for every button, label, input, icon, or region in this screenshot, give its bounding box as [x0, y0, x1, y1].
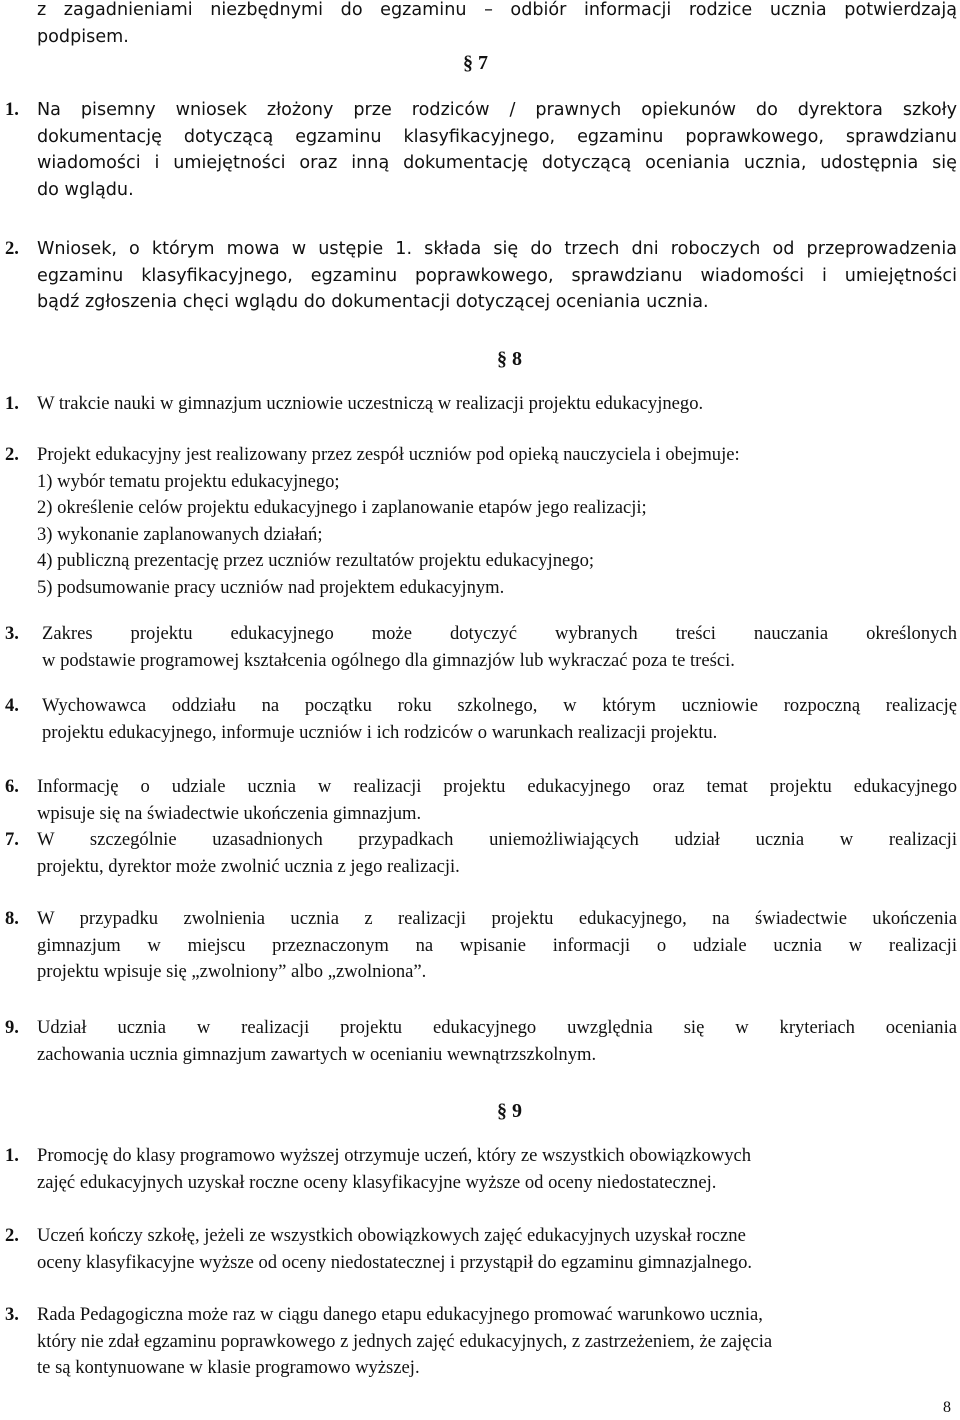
item-number: 3. [5, 1304, 19, 1325]
item-number: 3. [5, 623, 19, 644]
text-line: podpisem. [37, 26, 129, 47]
paragraph [42, 621, 957, 674]
paragraph [37, 1302, 957, 1382]
text-line: projektu, dyrektor może zwolnić ucznia z jego realizacji. [37, 855, 460, 877]
text-line: te są kontynuowane w klasie programowo wyższej. [37, 1357, 420, 1378]
section-heading: § 7 [463, 52, 488, 74]
paragraph [37, 1223, 957, 1276]
text-line: wiadomości i umiejętności oraz inną dokumentację dotyczącą oceniania ucznia, udostępnia się [37, 153, 957, 173]
text-line: wpisuje się na świadectwie ukończenia gimnazjum. [37, 802, 422, 824]
text-line: do wglądu. [37, 179, 134, 200]
section-heading: § 8 [497, 348, 522, 370]
paragraph [42, 693, 957, 746]
item-number: 8. [5, 908, 19, 929]
text-line: projektu wpisuje się „zwolniony” albo „zwolniona”. [37, 961, 427, 982]
text-line: Wychowawca oddziału na początku roku szkolnego, w którym uczniowie rozpoczną realizację [42, 695, 957, 716]
text-line: Udział ucznia w realizacji projektu edukacyjnego uwzględnia się w kryteriach oceniania [37, 1017, 957, 1038]
item-number: 6. [5, 776, 19, 797]
text-line: Projekt edukacyjny jest realizowany przez zespół uczniów pod opieką nauczyciela i obejmuje: [37, 444, 740, 465]
text-line: bądź zgłoszenia chęci wglądu do dokumentacji dotyczącej oceniania ucznia. [37, 292, 709, 312]
item-number: 1. [5, 1145, 19, 1166]
text-line: zachowania ucznia gimnazjum zawartych w ocenianiu wewnątrzszkolnym. [37, 1043, 597, 1065]
text-line: Informację o udziale ucznia w realizacji projektu edukacyjnego oraz temat projektu edukacyjnego [37, 776, 957, 797]
text-line: W trakcie nauki w gimnazjum uczniowie uczestniczą w realizacji projektu edukacyjnego. [37, 393, 704, 414]
text-line: który nie zdał egzaminu poprawkowego z jednych zajęć edukacyjnych, z zastrzeżeniem, że zajęcia [37, 1330, 773, 1352]
paragraph [37, 827, 957, 880]
text-line: Zakres projektu edukacyjnego może dotyczyć wybranych treści nauczania określonych [42, 623, 957, 644]
section-heading: § 9 [497, 1100, 522, 1122]
text-line: Uczeń kończy szkołę, jeżeli ze wszystkich obowiązkowych zajęć edukacyjnych uzyskał roczne [37, 1225, 746, 1246]
item-number: 9. [5, 1017, 19, 1038]
paragraph [37, 774, 957, 827]
text-line: W przypadku zwolnienia ucznia z realizacji projektu edukacyjnego, na świadectwie ukończenia [37, 908, 957, 929]
text-line: gimnazjum w miejscu przeznaczonym na wpisanie informacji o udziale ucznia w realizacji [37, 934, 957, 956]
item-number: 2. [5, 444, 19, 465]
item-number: 2. [5, 238, 19, 259]
list-item: 2) określenie celów projektu edukacyjnego i zaplanowanie etapów jego realizacji; [37, 497, 647, 518]
list-item: 4) publiczną prezentację przez uczniów rezultatów projektu edukacyjnego; [37, 550, 595, 571]
list-item: 1) wybór tematu projektu edukacyjnego; [37, 470, 340, 492]
paragraph [37, 391, 957, 418]
paragraph [37, 1015, 957, 1068]
text-line: z zagadnieniami niezbędnymi do egzaminu – odbiór informacji rodzice ucznia potwierdzają [37, 0, 957, 20]
paragraph [37, 1143, 957, 1196]
text-line: Wniosek, o którym mowa w ustępie 1. składa się do trzech dni roboczych od przeprowadzenia [37, 239, 957, 259]
paragraph [37, 906, 957, 986]
item-number: 1. [5, 99, 19, 120]
text-line: Rada Pedagogiczna może raz w ciągu danego etapu edukacyjnego promować warunkowo ucznia, [37, 1304, 763, 1325]
page-number: 8 [943, 1399, 951, 1416]
intro-paragraph [37, 0, 957, 50]
item-number: 7. [5, 829, 19, 850]
text-line: projektu edukacyjnego, informuje uczniów i ich rodziców o warunkach realizacji projektu. [42, 721, 718, 743]
text-line: w podstawie programowej kształcenia ogólnego dla gimnazjów lub wykraczać poza te treści. [42, 649, 735, 671]
text-line: dokumentację dotyczącą egzaminu klasyfikacyjnego, egzaminu poprawkowego, sprawdzianu [37, 126, 957, 147]
item-number: 4. [5, 695, 19, 716]
item-number: 1. [5, 393, 19, 414]
text-line: oceny klasyfikacyjne wyższe od oceny niedostatecznej i przystąpił do egzaminu gimnazjalnego. [37, 1251, 753, 1273]
paragraph [37, 236, 957, 316]
paragraph [37, 97, 957, 203]
item-number: 2. [5, 1225, 19, 1246]
text-line: egzaminu klasyfikacyjnego, egzaminu poprawkowego, sprawdzianu wiadomości i umiejętności [37, 265, 957, 286]
paragraph [37, 442, 957, 601]
list-item: 5) podsumowanie pracy uczniów nad projektem edukacyjnym. [37, 576, 505, 598]
text-line: Na pisemny wniosek złożony prze rodziców / prawnych opiekunów do dyrektora szkoły [37, 100, 957, 120]
text-line: W szczególnie uzasadnionych przypadkach uniemożliwiających udział ucznia w realizacji [37, 829, 957, 850]
text-line: zajęć edukacyjnych uzyskał roczne oceny klasyfikacyjne wyższe od oceny niedostatecznej. [37, 1171, 717, 1193]
list-item: 3) wykonanie zaplanowanych działań; [37, 523, 323, 545]
text-line: Promocję do klasy programowo wyższej otrzymuje uczeń, który ze wszystkich obowiązkowych [37, 1145, 752, 1166]
